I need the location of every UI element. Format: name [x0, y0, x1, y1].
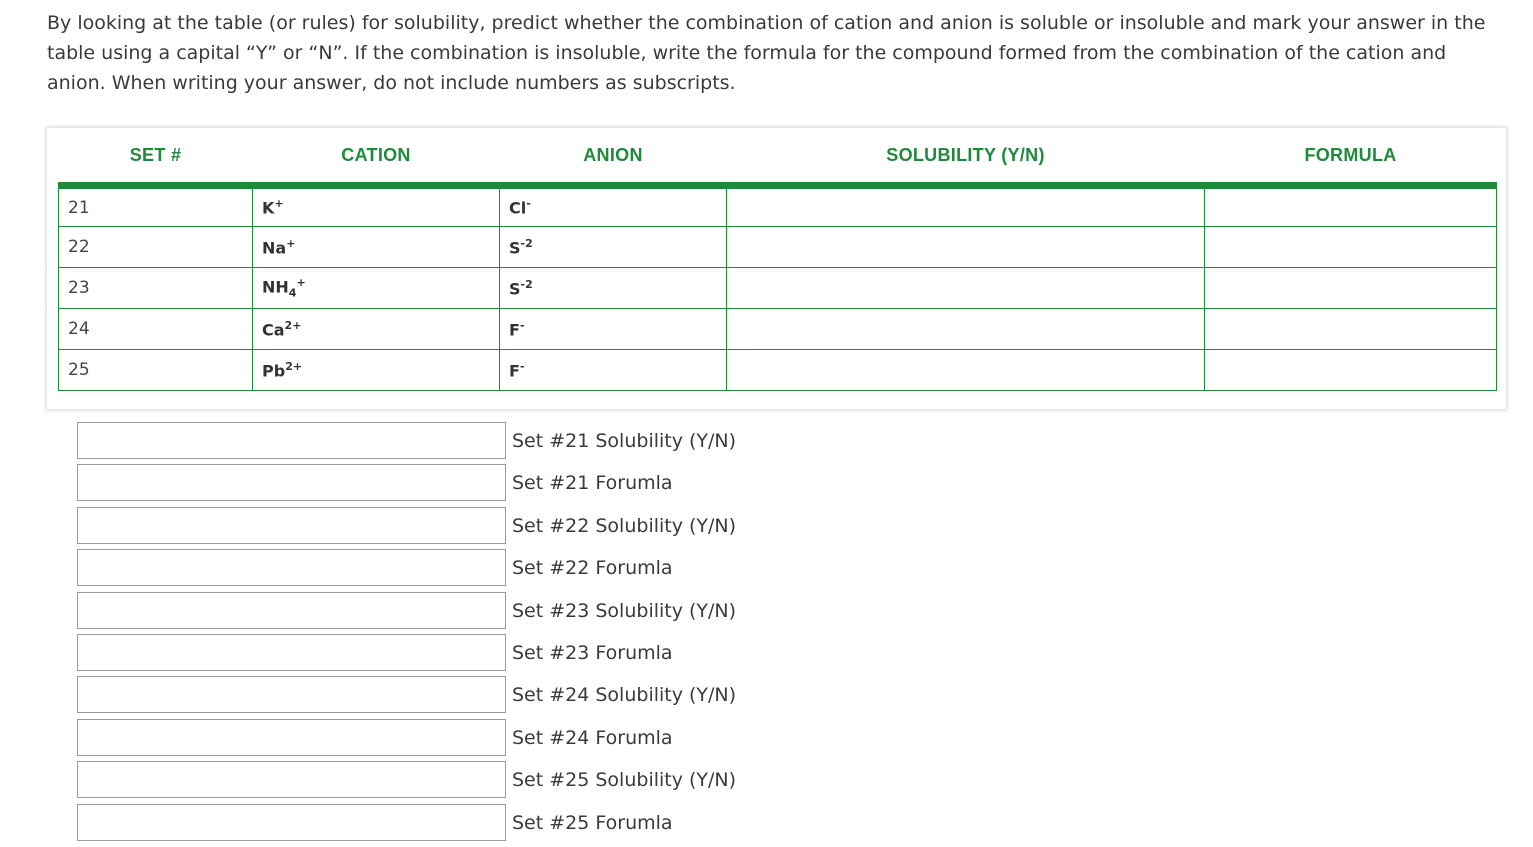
solubility-cell: [727, 268, 1205, 309]
cation-symbol: Na: [262, 238, 287, 258]
solubility-cell: [727, 350, 1205, 391]
cation-symbol: K: [262, 198, 275, 218]
answer-row: [77, 549, 673, 586]
cation-cell: [253, 350, 500, 391]
solubility-answer-input[interactable]: [77, 676, 506, 713]
table-body: [59, 186, 1497, 391]
formula-cell: [1205, 309, 1497, 350]
answer-row: [77, 507, 736, 544]
answer-label: Set #23 Forumla: [512, 641, 673, 664]
anion-symbol: F: [509, 320, 520, 340]
answer-row: [77, 634, 673, 671]
cation-charge: +: [274, 197, 284, 211]
cation-charge: 2+: [285, 359, 303, 373]
answer-label: Set #25 Forumla: [512, 811, 673, 834]
set-number-cell: 24: [59, 309, 253, 350]
set-number-cell: 21: [59, 186, 253, 227]
formula-answer-input[interactable]: [77, 634, 506, 671]
table-row: [59, 227, 1497, 268]
answer-label: Set #25 Solubility (Y/N): [512, 768, 737, 791]
cation-symbol: NH: [262, 277, 289, 297]
anion-symbol: S: [509, 238, 521, 258]
anion-cell: [500, 350, 727, 391]
formula-cell: [1205, 268, 1497, 309]
cation-symbol: Ca: [262, 320, 285, 340]
solubility-table-card: [46, 127, 1507, 410]
cation-charge: +: [296, 276, 306, 290]
header-solubility: SOLUBILITY (Y/N): [727, 128, 1205, 186]
solubility-table: [58, 128, 1497, 391]
answer-label: Set #21 Solubility (Y/N): [512, 429, 737, 452]
formula-answer-input[interactable]: [77, 549, 506, 586]
cation-cell: [253, 186, 500, 227]
anion-symbol: S: [509, 279, 521, 299]
answer-row: [77, 804, 673, 841]
cation-charge: +: [286, 236, 296, 250]
anion-charge: -: [519, 359, 525, 373]
anion-symbol: Cl: [509, 198, 527, 218]
formula-answer-input[interactable]: [77, 464, 506, 501]
solubility-answer-input[interactable]: [77, 761, 506, 798]
answer-label: Set #22 Forumla: [512, 556, 673, 579]
cation-cell: [253, 309, 500, 350]
formula-cell: [1205, 227, 1497, 268]
anion-cell: [500, 227, 727, 268]
table-row: [59, 186, 1497, 227]
anion-symbol: F: [509, 361, 520, 381]
answer-row: [77, 422, 736, 459]
solubility-answer-input[interactable]: [77, 592, 506, 629]
formula-answer-input[interactable]: [77, 804, 506, 841]
solubility-cell: [727, 186, 1205, 227]
header-formula: FORMULA: [1205, 128, 1497, 186]
set-number-cell: 25: [59, 350, 253, 391]
anion-cell: [500, 268, 727, 309]
solubility-cell: [727, 227, 1205, 268]
answer-row: [77, 676, 736, 713]
answer-row: [77, 719, 673, 756]
answer-label: Set #24 Solubility (Y/N): [512, 683, 737, 706]
solubility-answer-input[interactable]: [77, 507, 506, 544]
table-row: [59, 350, 1497, 391]
anion-charge: -: [526, 197, 531, 211]
cation-charge: 2+: [284, 318, 302, 332]
cation-subscript: 4: [288, 286, 297, 300]
set-number-cell: 23: [59, 268, 253, 309]
answer-row: [77, 592, 736, 629]
cation-symbol: Pb: [262, 361, 286, 381]
answer-label: Set #22 Solubility (Y/N): [512, 514, 737, 537]
answer-row: [77, 464, 673, 501]
anion-charge: -2: [520, 277, 533, 291]
table-row: [59, 268, 1497, 309]
answer-label: Set #23 Solubility (Y/N): [512, 599, 737, 622]
anion-charge: -: [519, 318, 525, 332]
header-cation: CATION: [253, 128, 500, 186]
answer-label: Set #21 Forumla: [512, 471, 673, 494]
answer-row: [77, 761, 736, 798]
header-anion: ANION: [500, 128, 727, 186]
instructions-text: By looking at the table (or rules) for solubility, predict whether the combination of cation and anion is soluble or insoluble and mark your answer in the table using a capital “Y” or “N”. If the combination is insoluble, write the formula for the compound formed from the combination of the cation and anion. When writing your answer, do not include numbers as subscripts.: [47, 12, 1486, 94]
formula-cell: [1205, 350, 1497, 391]
cation-cell: [253, 268, 500, 309]
anion-cell: [500, 186, 727, 227]
cation-cell: [253, 227, 500, 268]
solubility-cell: [727, 309, 1205, 350]
answer-label: Set #24 Forumla: [512, 726, 673, 749]
table-row: [59, 309, 1497, 350]
header-set: SET #: [59, 128, 253, 186]
formula-answer-input[interactable]: [77, 719, 506, 756]
anion-cell: [500, 309, 727, 350]
solubility-answer-input[interactable]: [77, 422, 506, 459]
table-header-row: [59, 128, 1497, 186]
set-number-cell: 22: [59, 227, 253, 268]
formula-cell: [1205, 186, 1497, 227]
anion-charge: -2: [520, 236, 533, 250]
